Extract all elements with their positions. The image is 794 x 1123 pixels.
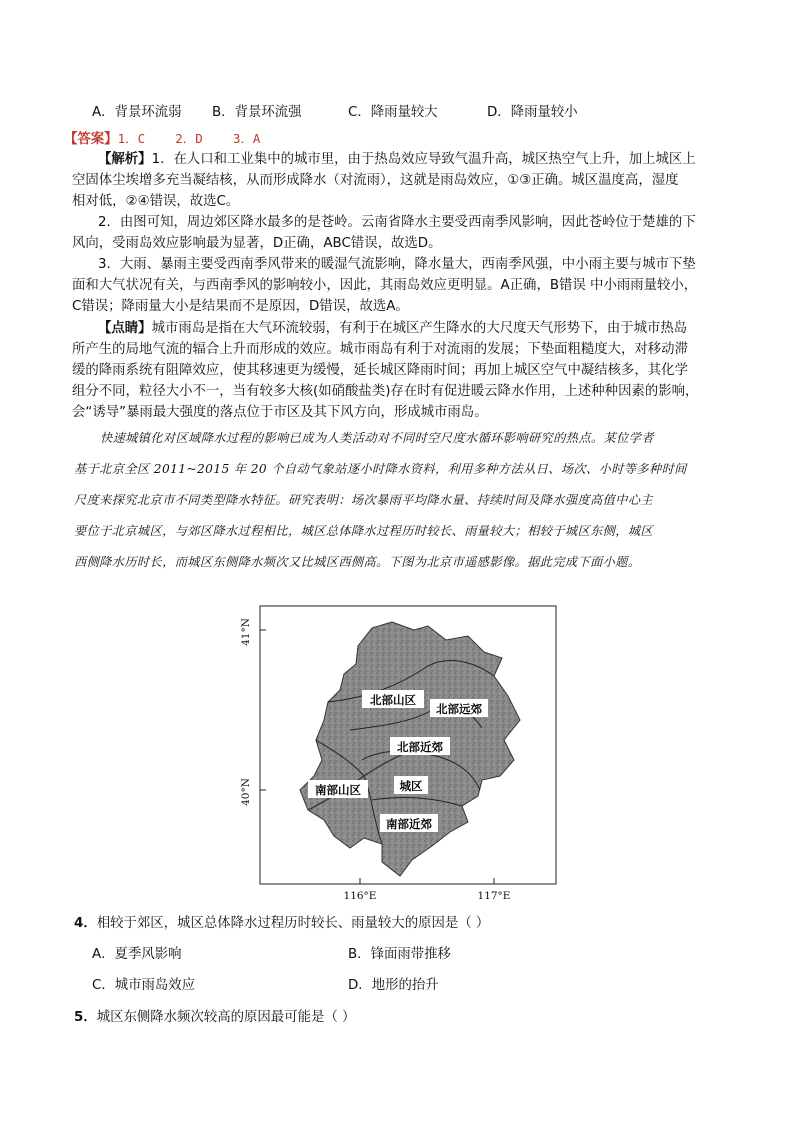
material-line-3: 尺度来探究北京市不同类型降水特征。研究表明：场次暴雨平均降水量、持续时间及降水强度高值中心主	[74, 493, 654, 507]
comment-line-4: 组分不同，粒径大小不一，当有较多大核(如硝酸盐类)存在时有促进暖云降水作用，上述种种因素的影响，	[72, 384, 699, 399]
question-5-number: 5．	[74, 1010, 97, 1025]
comment-line-3: 缓的降雨系统有阻障效应，使其移速更为缓慢，延长城区降雨时间；再加上城区空气中凝结核多，其化学	[72, 363, 688, 378]
option-d: D．降雨量较小	[487, 105, 578, 120]
question-4	[74, 914, 489, 934]
material-line-5: 西侧降水历时长，而城区东侧降水频次又比城区西侧高。下图为北京市遥感影像。据此完成下面小题。	[74, 555, 641, 569]
comment-line-5: 会“诱导”暴雨最大强度的落点位于市区及其下风方向，形成城市雨岛。	[72, 405, 488, 420]
lon-label-left: 116°E	[343, 890, 377, 902]
analysis-line-1	[72, 150, 732, 170]
material-line-4: 要位于北京城区，与郊区降水过程相比，城区总体降水过程历时较长、雨量较大；相较于城区东侧，城区	[74, 524, 654, 538]
question-4-text: 相较于郊区，城区总体降水过程历时较长、雨量较大的原因是（ ）	[96, 916, 490, 931]
lon-label-right: 117°E	[477, 890, 511, 902]
analysis-text-1: 1．在人口和工业集中的城市里，由于热岛效应导致气温升高，城区热空气上升，加上城区上	[151, 152, 696, 167]
comment-line-2: 所产生的局地气流的辐合上升而形成的效应。城市雨岛有利于对流雨的发展；下垫面粗糙度大，对移动滞	[72, 342, 688, 357]
analysis-line-5: 风向，受雨岛效应影响最为显著，D正确，ABC错误，故选D。	[72, 236, 442, 251]
material-line-2: 基于北京全区 2011~2015 年 20 个自动气象站逐小时降水资料，利用多种方法从日、场次、小时等多种时间	[74, 462, 687, 476]
q4-option-d: D．地形的抬升	[348, 978, 439, 993]
question-4-number: 4．	[74, 916, 97, 931]
label-south-near: 南部近郊	[386, 817, 432, 831]
analysis-line-3: 相对低，②④错误，故选C。	[72, 194, 240, 209]
lat-label-bottom: 40°N	[240, 778, 252, 806]
label-north-mountain: 北部山区	[370, 693, 416, 707]
option-b: B．背景环流强	[212, 105, 302, 120]
beijing-remote-sensing-map	[232, 600, 562, 906]
question-5-text: 城区东侧降水频次较高的原因最可能是（ ）	[96, 1010, 356, 1025]
label-north-far: 北部远郊	[436, 702, 482, 716]
q4-option-b: B．锋面雨带推移	[348, 947, 451, 962]
label-urban: 城区	[399, 779, 423, 793]
comment-tag: 【点睛】	[98, 321, 152, 336]
analysis-line-7: 面和大气状况有关，与西南季风的影响较小，因此，其雨岛效应更明显。A正确，B错误 中小雨雨量较小，	[72, 278, 698, 293]
analysis-line-8: C错误；降雨量大小是结果而不是原因，D错误，故选A。	[72, 299, 409, 314]
label-north-near: 北部近郊	[397, 740, 443, 754]
label-south-mountain: 南部山区	[315, 783, 361, 797]
answer-values: 1．C 2．D 3．A	[117, 131, 261, 146]
comment-text-1: 城市雨岛是指在大气环流较弱，有利于在城区产生降水的大尺度天气形势下，由于城市热岛	[151, 321, 688, 336]
answer-label: 【答案】	[64, 132, 118, 147]
option-c: C．降雨量较大	[348, 105, 438, 120]
material-line-1: 快速城镇化对区域降水过程的影响已成为人类活动对不同时空尺度水循环影响研究的热点。某位学者	[100, 431, 654, 445]
lat-label-top: 41°N	[240, 618, 252, 646]
option-a: A．背景环流弱	[92, 105, 182, 120]
analysis-line-2: 空固体尘埃增多充当凝结核，从而形成降水（对流雨），这就是雨岛效应，①③正确。城区温度高，湿度	[72, 173, 679, 188]
answer-line	[64, 129, 724, 150]
q4-option-c: C．城市雨岛效应	[92, 978, 196, 993]
q4-option-a: A．夏季风影响	[92, 947, 182, 962]
analysis-line-6: 3．大雨、暴雨主要受西南季风带来的暖湿气流影响，降水量大，西南季风强，中小雨主要与城市下垫	[98, 257, 696, 272]
analysis-line-4: 2．由图可知，周边郊区降水最多的是苍岭。云南省降水主要受西南季风影响，因此苍岭位于楚雄的下	[98, 215, 696, 230]
comment-line-1	[72, 319, 732, 339]
question-5	[74, 1008, 355, 1028]
analysis-tag: 【解析】	[98, 152, 152, 167]
